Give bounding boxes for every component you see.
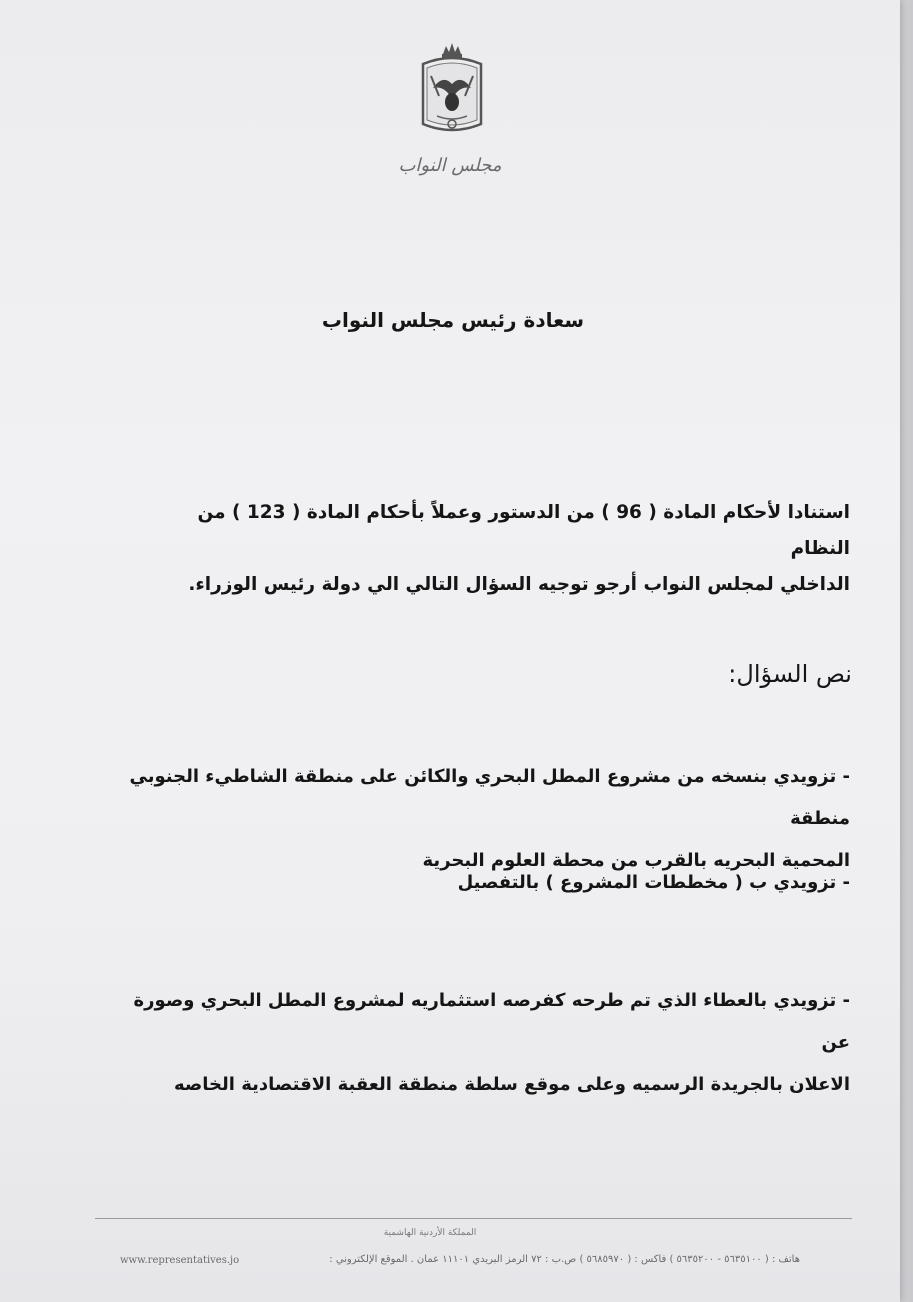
question-item-line: - تزويدي بنسخه من مشروع المطل البحري والكائن على منطقة الشاطيء الجنوبي منطقة	[129, 766, 850, 829]
council-name-logo: مجلس النواب	[398, 155, 502, 176]
question-item-line: الاعلان بالجريدة الرسميه وعلى موقع سلطة منطقة العقبة الاقتصادية الخاصه	[173, 1074, 850, 1095]
question-heading: نص السؤال:	[728, 660, 852, 688]
coat-of-arms-icon	[413, 40, 491, 140]
salutation: سعادة رئيس مجلس النواب	[321, 308, 585, 332]
intro-paragraph	[140, 495, 850, 603]
question-item-line: - تزويدي ب ( مخططات المشروع ) بالتفصيل	[457, 872, 850, 893]
footer-contact-info: هاتف : ( ٥٦٣٥١٠٠ - ٥٦٣٥٢٠٠ ) فاكس : ( ٥٦٨٥٩٧٠ ) ص.ب : ٧٢ الرمز البريدي ١١١٠١ عمان . الموقع الإلكتروني :	[329, 1254, 800, 1265]
question-item	[120, 980, 850, 1106]
footer-kingdom-name: المملكة الأردنية الهاشمية	[383, 1228, 477, 1238]
question-item-line: - تزويدي بالعطاء الذي تم طرحه كفرصه استثماريه لمشروع المطل البحري وصورة عن	[133, 990, 850, 1053]
intro-line: استنادا لأحكام المادة ( 96 ) من الدستور وعملاً بأحكام المادة ( 123 ) من النظام	[197, 502, 850, 559]
intro-line: الداخلي لمجلس النواب أرجو توجيه السؤال التالي الي دولة رئيس الوزراء.	[188, 574, 850, 595]
question-item	[120, 862, 850, 904]
footer-website: www.representatives.jo	[120, 1255, 240, 1266]
question-item-line: المحمية البحريه بالقرب من محطة العلوم البحرية	[422, 850, 850, 871]
footer-divider	[95, 1218, 852, 1219]
